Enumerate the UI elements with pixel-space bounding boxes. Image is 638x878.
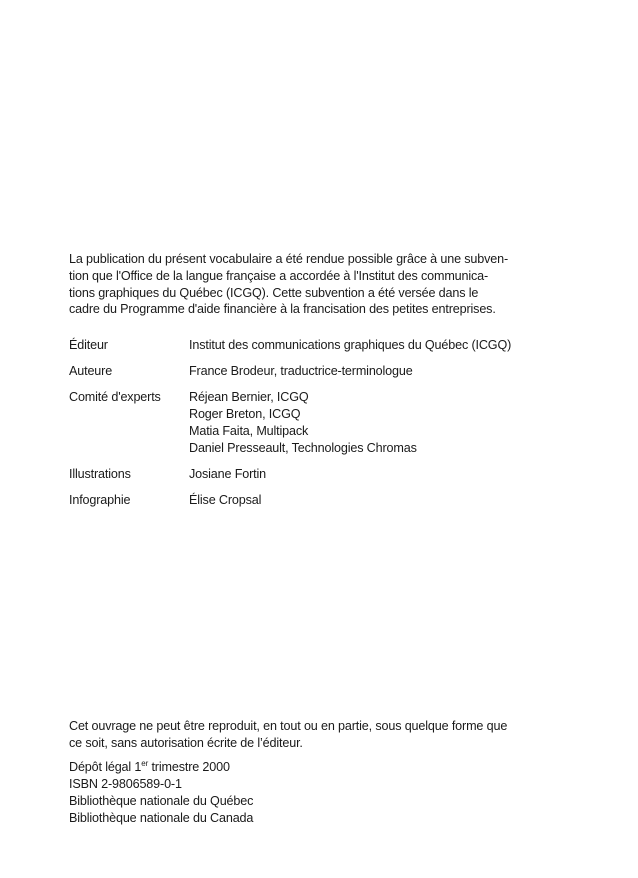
library-quebec: Bibliothèque nationale du Québec [69, 794, 254, 808]
credit-row-auteure [69, 363, 549, 380]
credit-names [189, 363, 413, 380]
credit-name: Josiane Fortin [189, 467, 266, 481]
credit-names [189, 466, 266, 483]
intro-line: tions graphiques du Québec (ICGQ). Cette subvention a été versée dans le [69, 285, 479, 300]
intro-line: cadre du Programme d'aide financière à la francisation des petites entreprises. [69, 302, 496, 317]
credits-list [69, 337, 549, 518]
depot-legal [69, 759, 549, 776]
credit-name: Matia Faita, Multipack [189, 424, 309, 438]
credit-role: Comité d'experts [69, 390, 161, 404]
credit-role: Éditeur [69, 338, 108, 352]
credit-name: France Brodeur, traductrice-terminologue [189, 364, 413, 378]
credit-name: Réjean Bernier, ICGQ [189, 390, 309, 404]
library-canada: Bibliothèque nationale du Canada [69, 811, 254, 825]
isbn: ISBN 2-9806589-0-1 [69, 777, 182, 791]
intro-line: La publication du présent vocabulaire a été rendue possible grâce à une subven- [69, 252, 509, 266]
credit-role: Illustrations [69, 467, 131, 481]
credit-name: Daniel Presseault, Technologies Chromas [189, 441, 417, 455]
credit-role: Auteure [69, 364, 113, 378]
credit-names [189, 492, 261, 509]
credit-row-illustrations [69, 466, 549, 483]
credit-role: Infographie [69, 493, 131, 507]
notice-line: ce soit, sans autorisation écrite de l’éditeur. [69, 736, 303, 750]
credit-row-comite [69, 389, 549, 457]
notice-line: Cet ouvrage ne peut être reproduit, en tout ou en partie, sous quelque forme que [69, 719, 508, 733]
depot-prefix: Dépôt légal 1 [69, 760, 142, 774]
credit-row-infographie [69, 492, 549, 509]
credit-name: Roger Breton, ICGQ [189, 407, 301, 421]
depot-suffix: trimestre 2000 [148, 760, 230, 774]
depot-ordinal: er [141, 759, 149, 768]
credit-names [189, 337, 511, 354]
intro-line: tion que l'Office de la langue française a accordée à l'Institut des communica- [69, 268, 489, 283]
intro-paragraph [69, 251, 539, 318]
credit-name: Élise Cropsal [189, 493, 262, 507]
credit-name: Institut des communications graphiques du Québec (ICGQ) [189, 338, 512, 352]
credit-names [189, 389, 417, 457]
legal-section [69, 718, 549, 827]
credit-row-editeur [69, 337, 549, 354]
copyright-notice [69, 718, 549, 752]
